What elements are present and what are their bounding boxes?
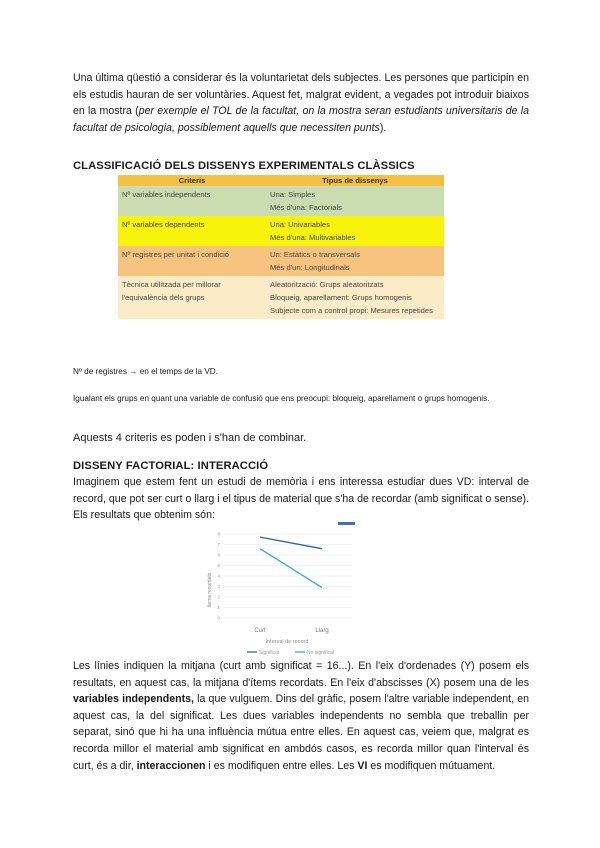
types-cell: Un: Estàtics o transversals Més d'un: Longitudinals	[266, 246, 444, 276]
factorial-paragraph: Imaginem que estem fent un estudi de memòria i ens interessa estudiar dues VD: interval de record, que pot ser curt o llarg i el tipus de material que s'ha de recordar (amb significat o sense). Els resultats que obtenim són:	[73, 476, 530, 522]
note-igualant: Igualant els grups en quant una variable de confusió que ens preocupi: bloqueig, aparellament o grups homogenis.	[73, 394, 490, 403]
y-tick-label: 7	[217, 542, 220, 547]
header-types: Tipus de dissenys	[266, 175, 444, 186]
y-tick-label: 1	[217, 605, 220, 610]
note-registres: Nº de registres → en el temps de la VD.	[73, 367, 218, 376]
legend-label: Significat	[259, 650, 280, 656]
interaction-chart	[202, 520, 402, 660]
table-row	[118, 276, 444, 319]
highlight-vi-short: VI	[357, 759, 368, 772]
x-tick-label: Llarg	[315, 628, 329, 634]
classification-table	[118, 175, 444, 319]
chart-legend	[247, 650, 335, 656]
criteria-cell: Nº variables independents	[118, 186, 266, 216]
y-tick-label: 5	[217, 563, 220, 568]
y-axis-label: Ítems recordats	[207, 572, 213, 608]
series-line	[260, 537, 322, 549]
legend-label: No significat	[307, 650, 335, 656]
types-cell: Una: Simples Més d'una: Factorials	[266, 186, 444, 216]
explanation-paragraph: Les línies indiquen la mitjana (curt amb significat = 16...). En l'eix d'ordenades (Y) posem els resultats, en aquest cas, la mitjana d'ítems recordats. En l'eix d'abscisses (X) posem una de les variables independents, la que vulguem. Dins del gràfic, posem l'altre variable independent, en aquest cas, la del significat. Les dues variables independents no sembla que treballin per separat, sinó que hi ha una influència mútua entre elles. En aquest cas, veiem que, malgrat es recorda millor el material amb significat en ambdós casos, es recorda millor quan l'interval és curt, és a dir, interaccionen i es modifiquen entre elles. Les VI es modifiquen mútuament.	[73, 660, 529, 772]
combine-text: Aquests 4 criteris es poden i s'han de combinar.	[73, 432, 307, 444]
y-tick-label: 8	[217, 531, 220, 537]
intro-paragraph: Una última qüestió a considerar és la voluntarietat dels subjectes. Les persones que participin en els estudis hauran de ser voluntàries. Aquest fet, malgrat evident, a vegades pot introduir biaixos en la mostra (per exemple el TOL de la facultat, on la mostra seran estudiants universitaris de la facultat de psicologia, possiblement aquells que necessiten punts).	[73, 72, 529, 134]
x-tick-labels	[254, 628, 328, 634]
classification-title: CLASSIFICACIÓ DELS DISSENYS EXPERIMENTALS CLÀSSICS	[73, 160, 415, 172]
y-tick-labels	[217, 532, 220, 621]
criteria-cell: Nº variables dependents	[118, 216, 266, 246]
x-tick-label: Curt	[254, 628, 266, 634]
types-cell: Aleatorització: Grups aleatoritzats Bloqueig, aparellament: Grups homogenis Subjecte com a control propi: Mesures repetides	[266, 276, 444, 319]
y-tick-label: 0	[217, 615, 220, 621]
y-tick-label: 2	[217, 594, 220, 600]
highlight-interaccionen: interaccionen	[136, 759, 206, 772]
types-cell: Una: Univariables Més d'una: Multivariables	[266, 216, 444, 246]
table-row	[118, 216, 444, 246]
table-row	[118, 246, 444, 276]
factorial-title: DISSENY FACTORIAL: INTERACCIÓ	[73, 460, 269, 472]
y-tick-label: 6	[217, 552, 220, 558]
criteria-cell: Nº registres per unitat i condició	[118, 246, 266, 276]
intro-example: per exemple el TOL de la facultat, on la mostra seran estudiants universitaris de la facultat de psicologia, possiblement aquells que necessiten punts	[73, 105, 529, 134]
series-line	[260, 549, 322, 588]
y-tick-label: 3	[217, 584, 220, 589]
criteria-cell: Tècnica utilitzada per millorar l'equivalència dels grups	[118, 276, 266, 319]
x-axis-label: Interval de record	[265, 639, 309, 645]
y-tick-label: 4	[217, 573, 220, 579]
header-criteria: Criteris	[118, 175, 266, 186]
chart-accent-bar	[338, 522, 355, 525]
chart-grid	[224, 534, 352, 618]
table-row	[118, 186, 444, 216]
highlight-vi: variables independents,	[73, 693, 194, 706]
